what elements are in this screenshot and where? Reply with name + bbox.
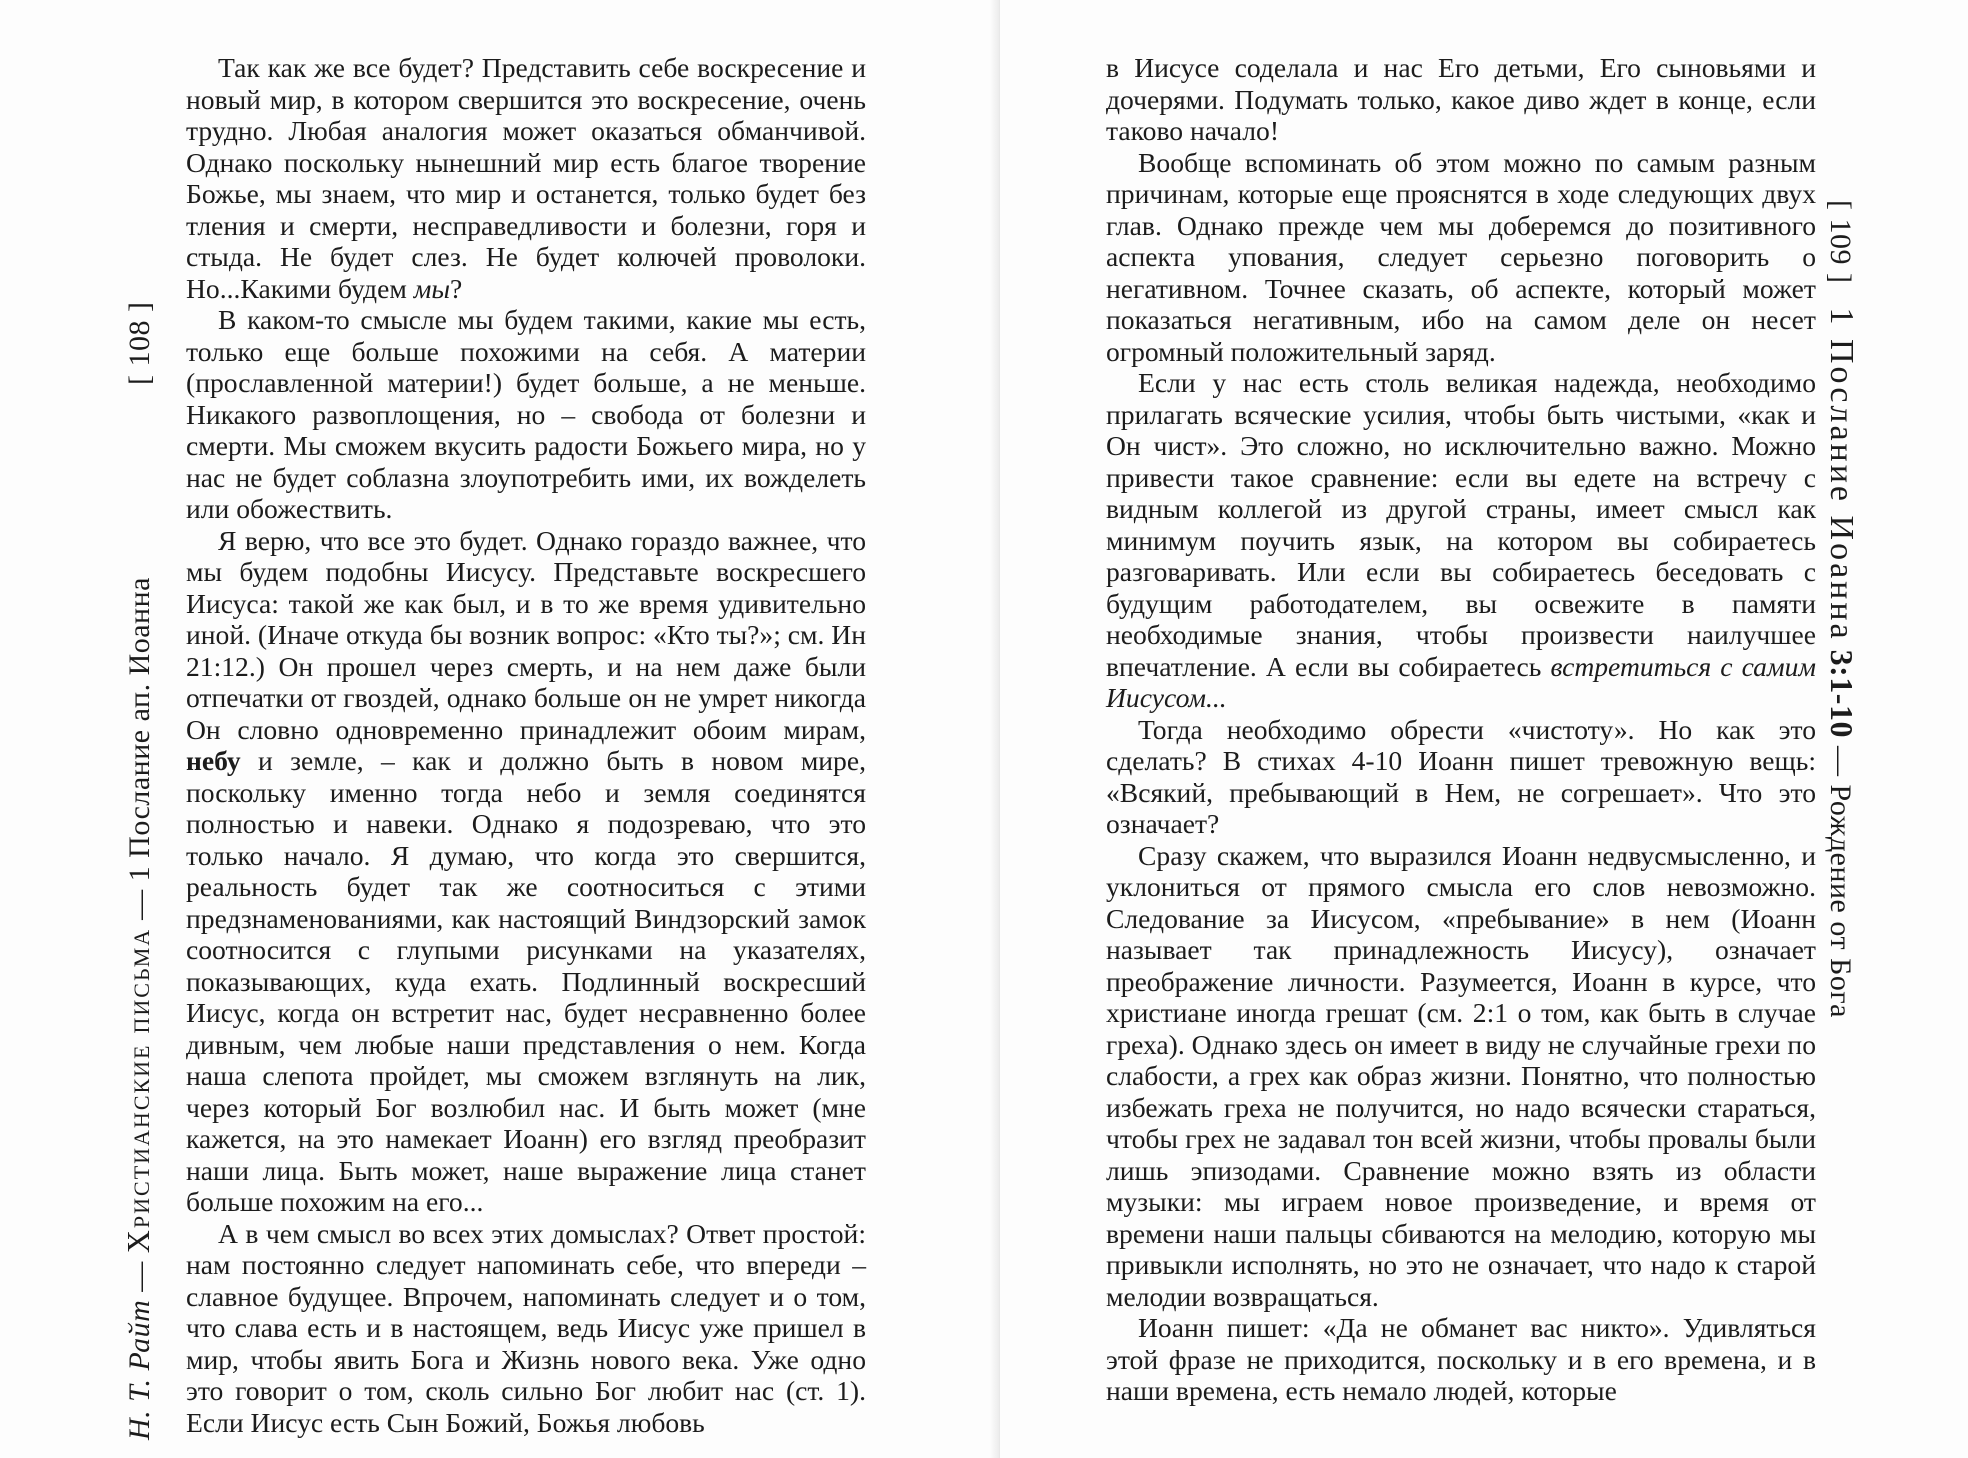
paragraph	[186, 525, 866, 1218]
text-run: В каком-то смысле мы будем такими, какие мы есть, только еще больше похожими на себя. А материи (прославленной материи!) будет больше, а не меньше. Никакого развоплощения, но – свобода от болезни и смерти. Мы сможем вкусить радости Божьего мира, но у нас не будет соблазна злоупотребить ими, их вожделеть или обожествить.	[186, 304, 866, 524]
book-title: 1 Послание ап. Иоанна	[123, 577, 156, 882]
italic-text: встретиться с самим Иисусом...	[1106, 650, 1816, 713]
paragraph	[186, 52, 866, 304]
page-number: [ 108 ]	[123, 301, 156, 386]
series-title: Христианские письма	[120, 927, 156, 1254]
text-run: Если у нас есть столь великая надежда, необходимо прилагать всяческие усилия, чтобы быть чистыми, «как и Он чист». Это сложно, но исключительно важно. Можно привести такое сравнение: если вы едете на встречу с видным коллегой из другой страны, имеет смысл как минимум поучить язык, на котором вы собираетесь разговаривать. Или если вы собираетесь беседовать с будущим работодателем, вы освежите в памяти необходимые знания, чтобы произвести наилучшее впечатление. А если вы собираетесь	[1106, 367, 1816, 682]
paragraph	[1106, 1312, 1816, 1407]
text-run: А в чем смысл во всех этих домыслах? Ответ простой: нам постоянно следует напоминать себе, что впереди – славное будущее. Впрочем, напоминать следует и о том, что слава есть и в настоящем, ведь Иисус уже пришел в мир, чтобы явить Бога и Жизнь нового века. Уже одно это говорит о том, сколь сильно Бог любит нас (ст. 1). Если Иисус есть Сын Божий, Божья любовь	[186, 1217, 866, 1438]
left-text-column	[186, 52, 866, 1438]
running-head-separator: —	[1824, 737, 1857, 785]
italic-text: мы	[413, 272, 451, 304]
paragraph	[1106, 147, 1816, 368]
book-title: 1 Послание Иоанна	[1823, 307, 1860, 642]
right-text-column	[1106, 52, 1816, 1407]
text-run: Так как же все будет? Представить себе воскресение и новый мир, в котором свершится это воскресение, очень трудно. Любая аналогия может оказаться обманчивой. Однако поскольку нынешний мир есть благое творение Божье, мы знаем, что мир и останется, только будет без тления и смерти, несправедливости и болезни, горя и стыда. Не будет слез. Не будет колючей проволоки. Но...Какими будем	[186, 52, 866, 304]
chapter-reference: 3:1-10	[1824, 649, 1860, 738]
paragraph	[1106, 367, 1816, 714]
text-run: ?	[450, 272, 463, 304]
left-running-head	[120, 302, 157, 1440]
text-run: Иоанн пишет: «Да не обманет вас никто». Удивляться этой фразе не приходится, поскольку и в его времена, и в наши времена, есть немало людей, которые	[1106, 1312, 1816, 1406]
author-name: Н. Т. Райт	[123, 1299, 156, 1440]
text-run: и земле, – как и должно быть в новом мире, поскольку именно тогда небо и земля соединятся полностью и навеки. Однако я подозреваю, что это только начало. Я думаю, что когда это свершится, реальность будет так же соотноситься с этими предзнаменованиями, как настоящий Виндзорский замок соотносится с глупыми рисунками на указателях, показывающих, куда ехать. Подлинный воскресший Иисус, когда он встретит нас, будет несравненно более дивным, чем любые наши представления о нем. Когда наша слепота пройдет, мы сможем взглянуть на лик, через который Бог возлюбил нас. И быть может (мне кажется, на это намекает Иоанн) его взгляд преобразит наши лица. Быть может, наше выражение лица станет больше похожим на его...	[186, 745, 866, 1217]
page-number: [ 109 ]	[1824, 200, 1857, 284]
running-head-separator: —	[123, 1253, 156, 1300]
paragraph	[186, 1218, 866, 1439]
bold-text: небу	[186, 745, 241, 776]
paragraph	[186, 304, 866, 525]
text-run: Тогда необходимо обрести «чистоту». Но как это сделать? В стихах 4-10 Иоанн пишет тревожную вещь: «Всякий, пребывающий в Нем, не согрешает». Что это означает?	[1106, 713, 1816, 839]
right-running-head	[1822, 200, 1860, 1018]
text-run: Я верю, что все это будет. Однако гораздо важнее, что мы будем подобны Иисусу. Представьте воскресшего Иисуса: такой же как был, и в то же время удивительно иной. (Иначе откуда бы возник вопрос: «Кто ты?»; см. Ин 21:12.) Он прошел через смерть, и на нем даже были отпечатки от гвоздей, однако больше он не умрет никогда Он словно одновременно принадлежит обоим мирам,	[186, 524, 866, 745]
text-run: Сразу скажем, что выразился Иоанн недвусмысленно, и уклониться от прямого смысла его слов невозможно. Следование за Иисусом, «пребывание» в нем (Иоанн называет так принадлежность Иисусу), означает преображение личности. Разумеется, Иоанн в курсе, что христиане иногда грешат (см. 2:1 о том, как быть в случае греха). Однако здесь он имеет в виду не случайные грехи по слабости, а грех как образ жизни. Понятно, что полностью избежать греха не получится, но надо всячески стараться, чтобы грех не задавал тон всей жизни, чтобы провалы были лишь эпизодами. Сравнение можно взять из области музыки: мы играем новое произведение, и время от времени наши пальцы сбиваются на мелодию, которую мы привыкли исполнять, но это не означает, что надо к старой мелодии возвращаться.	[1106, 839, 1816, 1312]
section-title: Рождение от Бога	[1824, 784, 1857, 1018]
text-run: в Иисусе соделала и нас Его детьми, Его сыновьями и дочерями. Подумать только, какое диво ждет в конце, если таково начало!	[1106, 52, 1816, 146]
paragraph	[1106, 714, 1816, 840]
paragraph	[1106, 52, 1816, 147]
paragraph	[1106, 840, 1816, 1313]
running-head-separator: —	[123, 881, 156, 928]
text-run: Вообще вспоминать об этом можно по самым разным причинам, которые еще прояснятся в ходе следующих двух глав. Однако прежде чем мы доберемся до позитивного аспекта упования, следует серьезно поговорить о негативном. Точнее сказать, об аспекте, который может показаться негативным, ибо на самом деле он несет огромный положительный заряд.	[1106, 146, 1816, 367]
